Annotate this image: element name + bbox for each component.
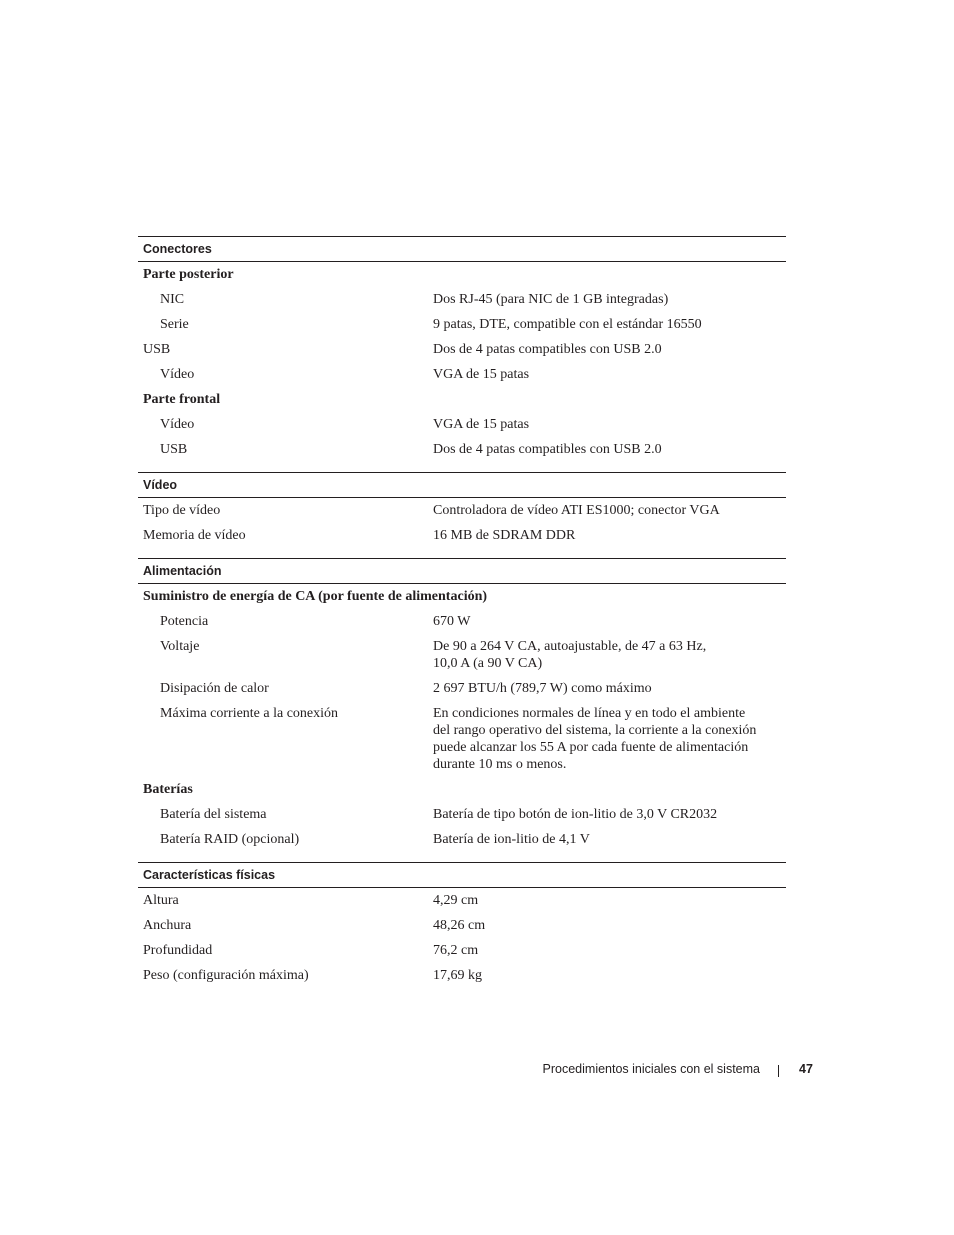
spec-section <box>138 862 786 998</box>
spec-row <box>138 527 786 544</box>
spec-document <box>138 236 786 998</box>
spec-value: 16 MB de SDRAM DDR <box>433 528 576 543</box>
spec-value: 4,29 cm <box>433 893 479 908</box>
spec-value: De 90 a 264 V CA, autoajustable, de 47 a 63 Hz, 10,0 A (a 90 V CA) <box>433 639 707 671</box>
spec-row <box>138 806 786 823</box>
page-footer <box>0 1062 954 1082</box>
spec-section <box>138 558 786 862</box>
spec-value: VGA de 15 patas <box>433 417 530 432</box>
section-body <box>138 498 786 558</box>
spec-value: Dos de 4 patas compatibles con USB 2.0 <box>433 342 662 357</box>
spec-value: En condiciones normales de línea y en todo el ambiente del rango operativo del sistema, la corriente a la conexión puede alcanzar los 55 A por cada fuente de alimentación durante 10 ms o menos. <box>433 706 757 772</box>
spec-row <box>138 831 786 848</box>
spec-value: 48,26 cm <box>433 918 486 933</box>
spec-row <box>138 613 786 630</box>
spec-section <box>138 472 786 558</box>
spec-label: Tipo de vídeo <box>143 503 221 518</box>
spec-row <box>138 316 786 333</box>
spec-row <box>138 502 786 519</box>
spec-value: 9 patas, DTE, compatible con el estándar 16550 <box>433 317 702 332</box>
section-body <box>138 584 786 862</box>
spec-row <box>138 291 786 308</box>
spec-row <box>138 781 786 798</box>
spec-row <box>138 917 786 934</box>
spec-row <box>138 266 786 283</box>
spec-label: Profundidad <box>143 943 213 958</box>
spec-value: 670 W <box>433 614 471 629</box>
spec-value: Batería de tipo botón de ion-litio de 3,0 V CR2032 <box>433 807 718 822</box>
spec-value: VGA de 15 patas <box>433 367 530 382</box>
spec-row <box>138 416 786 433</box>
footer-separator <box>778 1065 779 1077</box>
subsection-heading: Parte frontal <box>143 392 221 407</box>
subsection-heading: Suministro de energía de CA (por fuente de alimentación) <box>143 589 488 604</box>
spec-label: Peso (configuración máxima) <box>143 968 309 983</box>
section-body <box>138 888 786 998</box>
spec-row <box>138 680 786 697</box>
spec-label: Batería RAID (opcional) <box>160 832 300 847</box>
spec-row <box>138 341 786 358</box>
page-number: 47 <box>799 1062 813 1076</box>
spec-value: Controladora de vídeo ATI ES1000; conector VGA <box>433 503 720 518</box>
subsection-heading: Baterías <box>143 782 193 797</box>
spec-row <box>138 588 786 605</box>
spec-row <box>138 705 786 773</box>
spec-label: Serie <box>160 317 189 332</box>
spec-row <box>138 892 786 909</box>
spec-label: Vídeo <box>160 417 195 432</box>
spec-label: Voltaje <box>160 639 200 654</box>
spec-value: Batería de ion-litio de 4,1 V <box>433 832 590 847</box>
spec-label: Altura <box>143 893 179 908</box>
spec-row <box>138 366 786 383</box>
spec-label: Disipación de calor <box>160 681 269 696</box>
section-heading: Vídeo <box>138 472 786 498</box>
spec-label: Vídeo <box>160 367 195 382</box>
spec-label: NIC <box>160 292 185 307</box>
section-heading: Conectores <box>138 236 786 262</box>
footer-chapter-title: Procedimientos iniciales con el sistema <box>542 1062 760 1076</box>
section-heading: Características físicas <box>138 862 786 888</box>
spec-value: 2 697 BTU/h (789,7 W) como máximo <box>433 681 652 696</box>
spec-label: Anchura <box>143 918 192 933</box>
spec-value: 76,2 cm <box>433 943 479 958</box>
spec-label: Batería del sistema <box>160 807 267 822</box>
subsection-heading: Parte posterior <box>143 267 234 282</box>
spec-label: Potencia <box>160 614 209 629</box>
spec-row <box>138 441 786 458</box>
spec-label: USB <box>160 442 188 457</box>
spec-row <box>138 638 786 672</box>
spec-label: USB <box>143 342 171 357</box>
spec-row <box>138 967 786 984</box>
section-body <box>138 262 786 472</box>
spec-value: Dos de 4 patas compatibles con USB 2.0 <box>433 442 662 457</box>
spec-label: Máxima corriente a la conexión <box>160 706 339 721</box>
spec-row <box>138 391 786 408</box>
spec-value: 17,69 kg <box>433 968 482 983</box>
spec-value: Dos RJ-45 (para NIC de 1 GB integradas) <box>433 292 669 307</box>
section-heading: Alimentación <box>138 558 786 584</box>
spec-section <box>138 236 786 472</box>
spec-label: Memoria de vídeo <box>143 528 246 543</box>
spec-row <box>138 942 786 959</box>
